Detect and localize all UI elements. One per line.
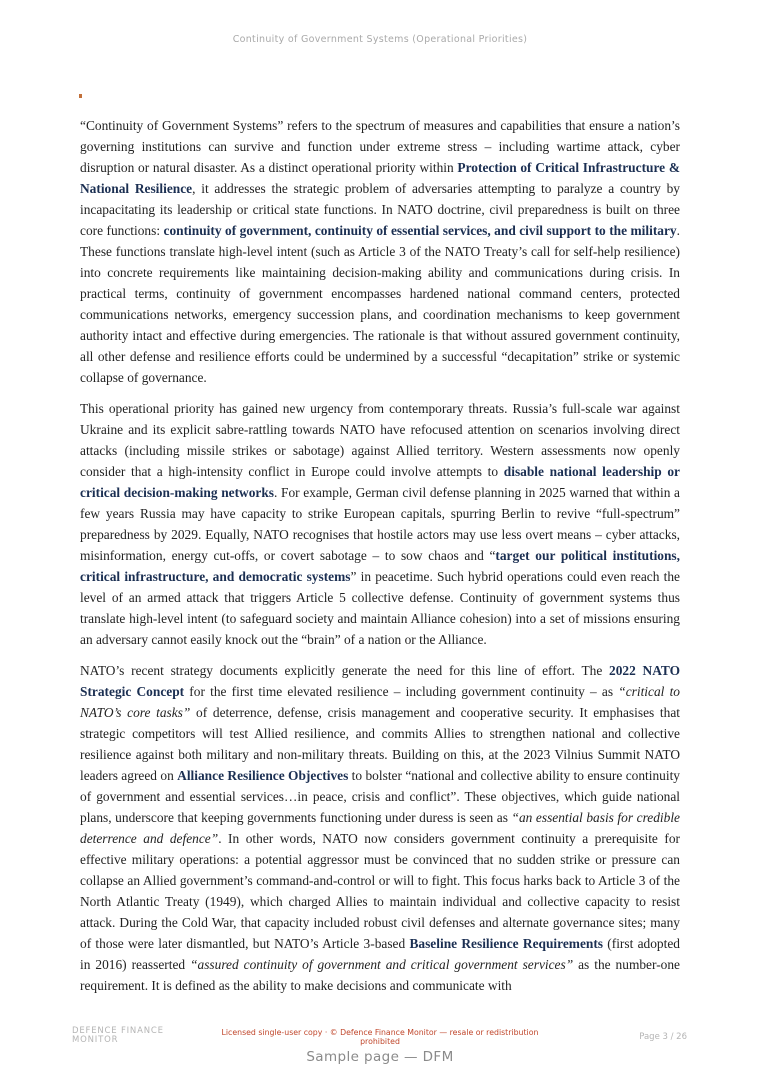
page-number: Page 3 / 26: [639, 1032, 687, 1042]
quote-italic: “an essential basis for credible deterrence and defence”: [80, 810, 681, 846]
running-header: Continuity of Government Systems (Operational Priorities): [232, 34, 528, 45]
text-run: . In other words, NATO now considers government continuity a prerequisite for effective military operations: a potential aggressor must be convinced that no sudden strike or pressure can collapse an Allied government’s command-and-control or will to fight. This focus harks back to Article 3 of the North Atlantic Treaty (1949), which charged Allies to maintain individual and collective capacity to resist attack. During the Cold War, that capacity included robust civil defenses and alternate governance sites; many of those were later dismantled, but NATO’s Article 3-based: [80, 831, 680, 951]
emphasis-bold: Alliance Resilience Objectives: [177, 768, 349, 783]
emphasis-bold: continuity of government, continuity of essential services, and civil support to the military: [163, 223, 677, 238]
footer-brand: [72, 1027, 164, 1045]
paragraph-3: [80, 660, 680, 996]
section-accent-mark: [79, 94, 82, 98]
text-run: (first adopted in 2016) reasserted: [80, 936, 680, 972]
footer-brand-line-2: MONITOR: [72, 1035, 119, 1045]
text-run: of deterrence, defense, crisis management and cooperative security. It emphasises that strategic competitors will test Allied resilience, and commits Allies to strengthen national and collective resilience against both military and non-military threats. Building on this, at the 2023 Vilnius Summit NATO leaders agreed on: [80, 705, 680, 783]
emphasis-bold: 2022 NATO Strategic Concept: [80, 663, 680, 699]
text-run: ” in peacetime. Such hybrid operations could even reach the level of an armed attack that triggers Article 5 collective defense. Continuity of government systems thus translate high-level intent (to safeguard society and maintain Alliance cohesion) into a set of missions ensuring an adversary cannot easily knock out the “brain” of a nation or the Alliance.: [80, 569, 680, 647]
text-run: , it addresses the strategic problem of adversaries attempting to paralyze a country by incapacitating its leadership or critical state functions. In NATO doctrine, civil preparedness is built on three core functions:: [80, 181, 681, 238]
sample-page-label: Sample page — DFM: [306, 1049, 454, 1065]
paragraph-2: [80, 398, 680, 650]
text-run: “Continuity of Government Systems” refers to the spectrum of measures and capabilities that ensure a nation’s governing institutions can survive and function under extreme stress – including wartime attack, cyber disruption or natural disaster. As a distinct operational priority within: [80, 118, 680, 175]
emphasis-bold: disable national leadership or critical decision-making networks: [80, 464, 680, 500]
text-run: . For example, German civil defense planning in 2025 warned that within a few years Russia may have capacity to strike European capitals, spurring Berlin to revive “full-spectrum” preparedness by 2029. Equally, NATO recognises that hostile actors may use less overt means – cyber attacks, misinformation, energy cut-offs, or covert sabotage – to sow chaos and “: [80, 485, 680, 563]
emphasis-bold: Protection of Critical Infrastructure & National Resilience: [80, 160, 680, 196]
body-text: [80, 115, 680, 1006]
text-run: This operational priority has gained new urgency from contemporary threats. Russia’s full-scale war against Ukraine and its explicit sabre-rattling towards NATO have refocused attention on scenarios involving direct attacks (including missile strikes or sabotage) against Allied territory. Western assessments now openly consider that a high-intensity conflict in Europe could involve attempts to: [80, 401, 680, 479]
emphasis-bold: target our political institutions, critical infrastructure, and democratic systems: [80, 548, 680, 584]
text-run: as the number-one requirement. It is defined as the ability to make decisions and communicate with: [80, 957, 680, 993]
emphasis-bold: Baseline Resilience Requirements: [409, 936, 603, 951]
footer-brand-line-1: DEFENCE FINANCE: [72, 1026, 164, 1036]
quote-italic: “critical to NATO’s core tasks”: [80, 684, 680, 720]
footer-license-notice: Licensed single-user copy · © Defence Finance Monitor — resale or redistribution prohibited: [221, 1028, 539, 1046]
text-run: for the first time elevated resilience – including government continuity – as: [184, 684, 619, 699]
quote-italic: “assured continuity of government and critical government services”: [190, 957, 574, 972]
text-run: . These functions translate high-level intent (such as Article 3 of the NATO Treaty’s call for self-help resilience) into concrete requirements like maintaining decision-making ability and communications during crisis. In practical terms, continuity of government encompasses hardened national command centers, protected communications networks, emergency succession plans, and coordination mechanisms to keep government authority intact and effective during emergencies. The rationale is that without assured government continuity, all other defense and resilience efforts could be undermined by a successful “decapitation” strike or systemic collapse of governance.: [80, 223, 680, 385]
text-run: to bolster “national and collective ability to ensure continuity of government and essential services…in peace, crisis and conflict”. These objectives, which guide national plans, underscore that keeping governments functioning under duress is seen as: [80, 768, 680, 825]
text-run: NATO’s recent strategy documents explicitly generate the need for this line of effort. The: [80, 663, 610, 678]
paragraph-1: [80, 115, 680, 388]
